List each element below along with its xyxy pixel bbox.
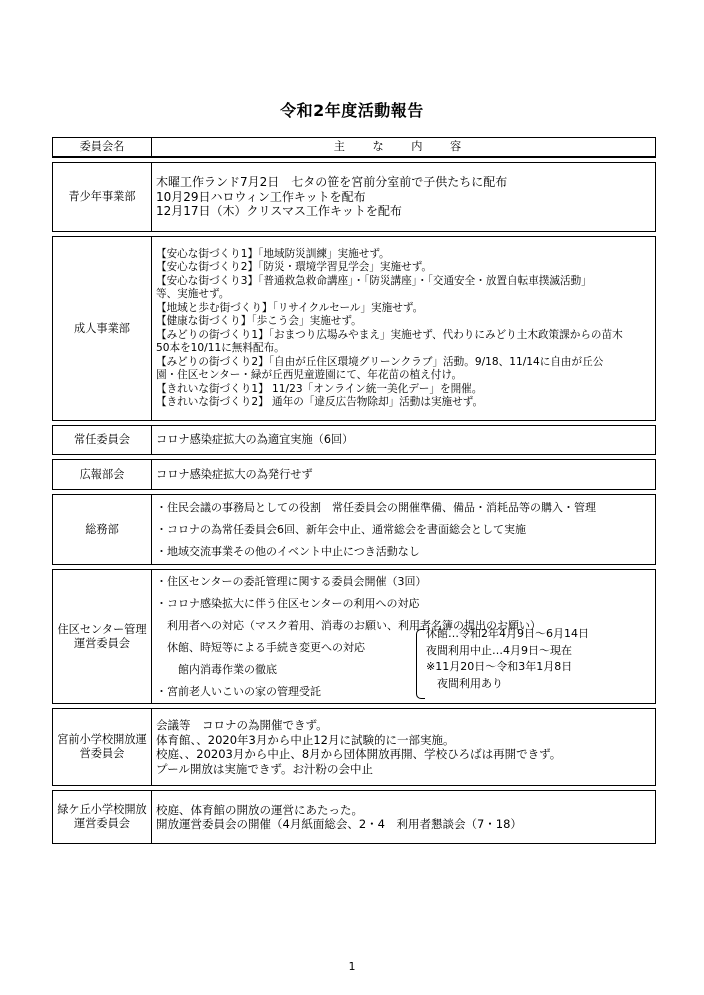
content-line: 10月29日ハロウィン工作キットを配布 — [156, 189, 366, 204]
content-line: 館内消毒作業の徹底 — [156, 662, 277, 676]
closure-note-line: 夜間利用中止…4月9日～現在 — [426, 643, 572, 657]
committee-content — [152, 426, 656, 455]
page-title: 令和2年度活動報告 — [280, 101, 424, 120]
content-line: ・宮前老人いこいの家の管理受託 — [156, 684, 321, 698]
content-line: 校庭、体育館の開放の運営にあたった。 — [156, 802, 363, 817]
header-committee-name: 委員会名 — [53, 138, 152, 158]
content-line: 【みどりの街づくり2】「自由が丘住区環境グリーンクラブ」活動。9/18、11/14に自由が丘公 — [156, 355, 604, 368]
committee-content — [152, 460, 656, 490]
committee-name: 青少年事業部 — [53, 163, 152, 232]
closure-note — [426, 626, 589, 692]
closure-note-line: 夜間利用あり — [426, 676, 503, 690]
committee-name: 総務部 — [53, 495, 152, 565]
committee-content — [152, 163, 656, 232]
header-main-content: 主 な 内 容 — [152, 138, 656, 158]
content-line: 休館、時短等による手続き変更への対応 — [156, 640, 365, 654]
table-row — [53, 791, 656, 844]
committee-content — [152, 495, 656, 565]
content-line: 【地域と歩む街づくり】「リサイクルセール」実施せず。 — [156, 301, 424, 314]
closure-note-line: 休館…令和2年4月9日～6月14日 — [426, 627, 589, 640]
content-line: 【きれいな街づくり2】 通年の「違反広告物除却」活動は実施せず。 — [156, 396, 484, 408]
content-line: 等、実施せず。 — [156, 288, 230, 300]
content-line: コロナ感染症拡大の為適宜実施（6回） — [156, 433, 354, 447]
table-row — [53, 460, 656, 490]
content-line: 【健康な街づくり】「歩こう会」実施せず。 — [156, 315, 362, 327]
committee-name: 広報部会 — [53, 460, 152, 490]
committee-name: 住区センター管理運営委員会 — [53, 570, 152, 704]
content-line: 50本を10/11に無料配布。 — [156, 342, 285, 354]
content-line: 開放運営委員会の開催（4月紙面総会、2・4 利用者懇談会（7・18） — [156, 817, 522, 831]
content-line: 園・住区センター・緑が丘西児童遊園にて、年花苗の植え付け。 — [156, 369, 463, 381]
table-row — [53, 495, 656, 565]
table-row — [53, 163, 656, 232]
committee-content — [152, 570, 656, 704]
committee-name: 成人事業部 — [53, 237, 152, 421]
content-line: 12月17日（木）クリスマス工作キットを配布 — [156, 204, 402, 219]
content-line: 【みどりの街づくり1】「おまつり広場みやまえ」実施せず、代わりにみどり土木政策課からの苗木 — [156, 328, 623, 341]
content-line: ・住区センターの委託管理に関する委員会開催（3回） — [156, 574, 427, 588]
content-line: コロナ感染症拡大の為発行せず — [156, 467, 313, 481]
committee-content — [152, 791, 656, 844]
table-row — [53, 570, 656, 704]
committee-name: 宮前小学校開放運営委員会 — [53, 709, 152, 786]
curly-bracket — [416, 629, 425, 699]
page-number: 1 — [348, 960, 356, 973]
content-line: ・住民会議の事務局としての役割 常任委員会の開催準備、備品・消耗品等の購入・管理 — [156, 500, 596, 514]
content-line: 校庭、、20203月から中止、8月から団体開放再開、学校ひろばは再開できず。 — [156, 747, 562, 761]
content-line: 木曜工作ランド7月2日 七タの笹を宮前分室前で子供たちに配布 — [156, 175, 508, 190]
table-header-row — [53, 138, 656, 158]
committee-content — [152, 709, 656, 786]
content-line: ・コロナ感染拡大に伴う住区センターの利用への対応 — [156, 596, 420, 610]
content-line: プール開放は実施できず。お汁粉の会中止 — [156, 761, 374, 776]
content-line: 【安心な街づくり3】「普通救急救命講座」・「防災講座」・「交通安全・放置自転車撲滅活動」 — [156, 274, 592, 287]
content-line: 会議等 コロナの為開催できず。 — [156, 718, 328, 732]
committee-content — [152, 237, 656, 421]
content-line: 【きれいな街づくり1】 11/23「オンライン統一美化デー」を開催。 — [156, 382, 483, 395]
closure-note-line: ※11月20日～令和3年1月8日 — [426, 660, 573, 673]
committee-name: 緑ケ丘小学校開放運営委員会 — [53, 791, 152, 844]
table-row — [53, 426, 656, 455]
content-line: 体育館、、2020年3月から中止12月に試験的に一部実施。 — [156, 732, 455, 747]
content-line: ・地域交流事業その他のイベント中止につき活動なし — [156, 544, 420, 558]
content-line: 【安心な街づくり2】「防災・環境学習見学会」実施せず。 — [156, 261, 433, 273]
content-line: 【安心な街づくり1】「地域防災訓練」実施せず。 — [156, 247, 390, 260]
table-row — [53, 237, 656, 421]
table-row — [53, 709, 656, 786]
content-line: 利用者への対応（マスク着用、消毒のお願い、利用者名簿の提出のお願い） — [156, 618, 541, 632]
activity-table — [52, 137, 656, 844]
content-line: ・コロナの為常任委員会6回、新年会中止、通常総会を書面総会として実施 — [156, 522, 526, 536]
committee-name: 常任委員会 — [53, 426, 152, 455]
